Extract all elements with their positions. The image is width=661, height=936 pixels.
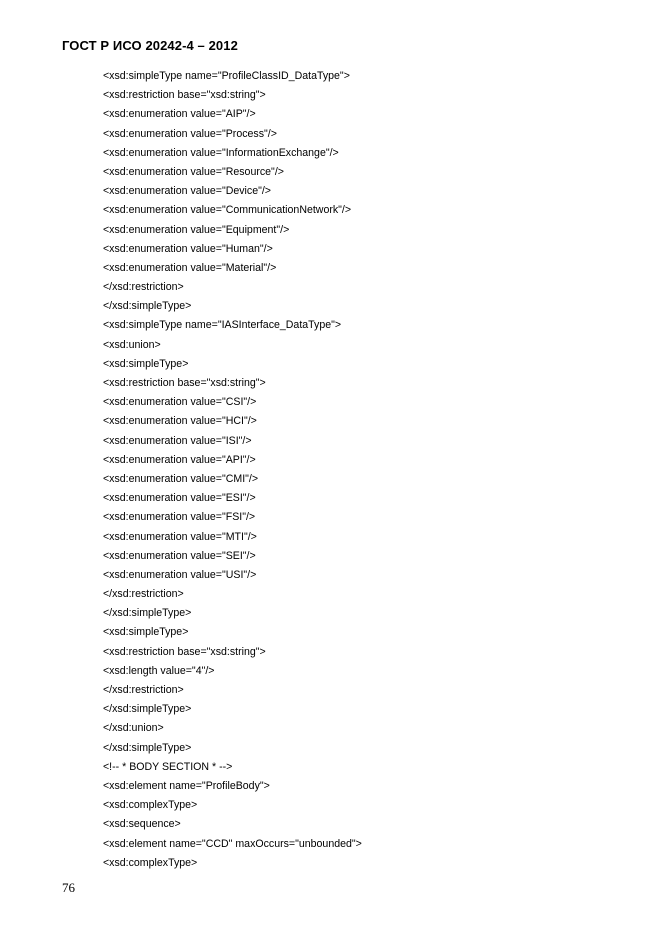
code-line: <xsd:enumeration value="ESI"/> [103, 492, 256, 505]
code-line: <xsd:enumeration value="ISI"/> [103, 434, 252, 447]
code-line: <xsd:sequence> [103, 818, 181, 831]
code-line: <xsd:enumeration value="HCI"/> [103, 415, 257, 428]
code-line: <xsd:enumeration value="MTI"/> [103, 530, 257, 543]
code-line: <xsd:element name="CCD" maxOccurs="unbounded"> [103, 837, 362, 850]
code-line: </xsd:simpleType> [103, 300, 192, 313]
code-line: <xsd:restriction base="xsd:string"> [103, 377, 266, 389]
code-line: </xsd:restriction> [103, 684, 184, 696]
code-line: </xsd:simpleType> [103, 741, 192, 754]
code-line: </xsd:restriction> [103, 281, 184, 294]
code-line: <xsd:enumeration value="API"/> [103, 453, 256, 466]
code-line: <xsd:restriction base="xsd:string"> [103, 645, 266, 658]
code-line: <!-- * BODY SECTION * --> [103, 760, 233, 773]
code-line: <xsd:enumeration value="CSI"/> [103, 396, 257, 409]
code-line: <xsd:enumeration value="Equipment"/> [103, 223, 290, 236]
code-line: <xsd:union> [103, 338, 161, 351]
code-line: </xsd:restriction> [103, 588, 184, 601]
code-line: <xsd:enumeration value="SEI"/> [103, 549, 256, 562]
code-line: <xsd:complexType> [103, 856, 198, 869]
xsd-code-listing [103, 67, 362, 873]
code-line: <xsd:simpleType name="IASInterface_DataType"> [103, 319, 342, 332]
code-line: </xsd:union> [103, 722, 164, 735]
code-line: <xsd:enumeration value="CommunicationNetwork"/> [103, 204, 352, 217]
code-line: <xsd:enumeration value="Human"/> [103, 242, 273, 255]
code-line: <xsd:simpleType> [103, 357, 189, 370]
code-line: <xsd:complexType> [103, 799, 198, 812]
document-header: ГОСТ Р ИСО 20242-4 – 2012 [62, 38, 238, 53]
code-line: <xsd:enumeration value="AIP"/> [103, 108, 256, 121]
code-line: </xsd:simpleType> [103, 607, 192, 620]
code-line: <xsd:enumeration value="Resource"/> [103, 165, 284, 178]
code-line: <xsd:enumeration value="USI"/> [103, 568, 257, 581]
code-line: <xsd:length value="4"/> [103, 664, 215, 677]
code-line: <xsd:simpleType> [103, 626, 189, 639]
code-line: </xsd:simpleType> [103, 703, 192, 716]
code-line: <xsd:restriction base="xsd:string"> [103, 89, 266, 102]
code-line: <xsd:enumeration value="InformationExchange"/> [103, 146, 339, 159]
code-line: <xsd:enumeration value="Process"/> [103, 127, 277, 140]
code-line: <xsd:enumeration value="Material"/> [103, 261, 277, 274]
code-line: <xsd:enumeration value="Device"/> [103, 185, 271, 198]
code-line: <xsd:enumeration value="CMI"/> [103, 472, 259, 485]
code-line: <xsd:enumeration value="FSI"/> [103, 511, 256, 524]
code-line: <xsd:element name="ProfileBody"> [103, 779, 270, 792]
code-line: <xsd:simpleType name="ProfileClassID_DataType"> [103, 70, 350, 82]
page-number: 76 [62, 880, 75, 895]
